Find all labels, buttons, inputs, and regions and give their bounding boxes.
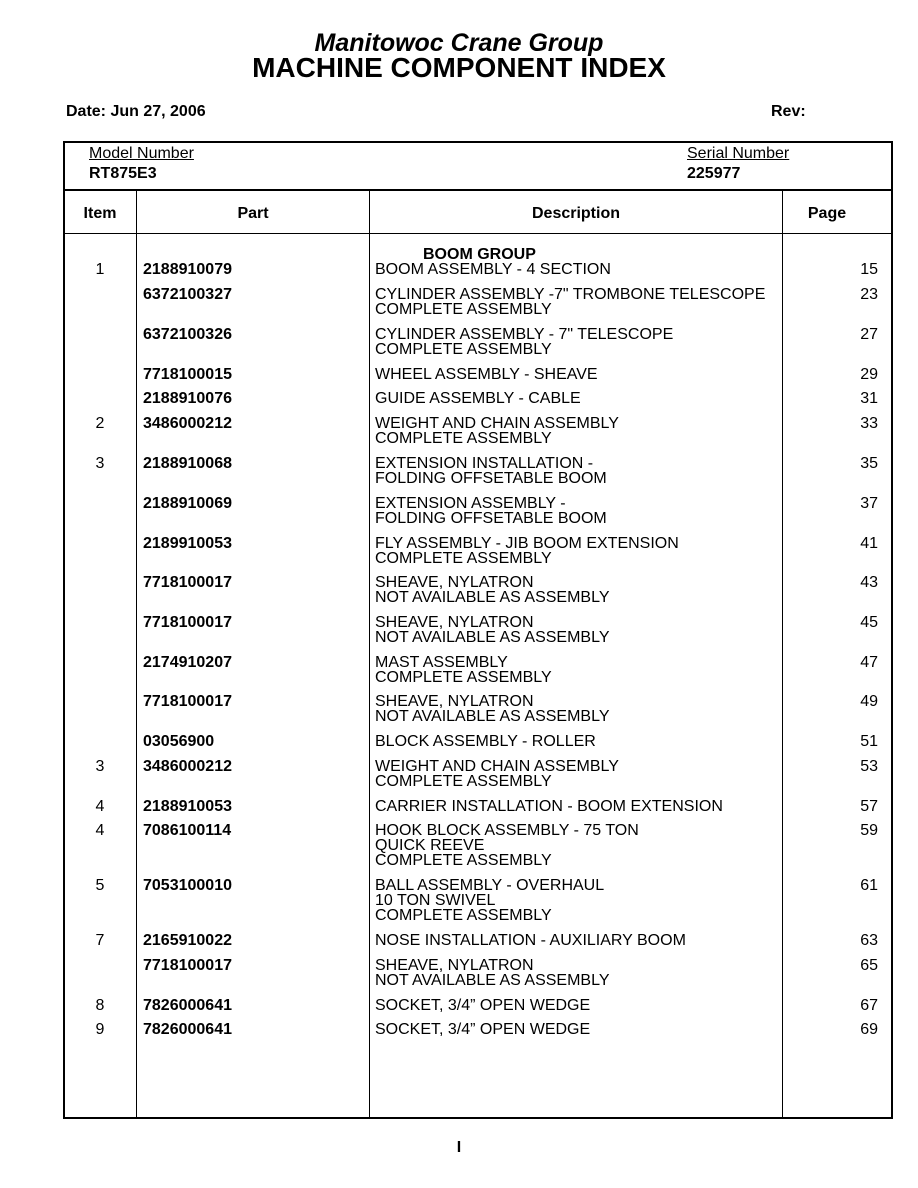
- row-description: [375, 536, 679, 566]
- serial-number-label: Serial Number: [687, 145, 790, 162]
- row-description: [375, 262, 611, 277]
- row-description-line: FOLDING OFFSETABLE BOOM: [375, 510, 607, 527]
- row-item-number: 9: [95, 1021, 105, 1038]
- row-page-number: 29: [860, 366, 878, 383]
- row-part-number: 7718100015: [143, 366, 232, 383]
- row-item-number: 4: [95, 822, 105, 839]
- row-part-number: 2188910068: [143, 455, 232, 472]
- row-description-line: QUICK REEVE: [375, 837, 485, 854]
- row-description-line: NOT AVAILABLE AS ASSEMBLY: [375, 629, 610, 646]
- row-description-line: 10 TON SWIVEL: [375, 892, 496, 909]
- row-description-line: COMPLETE ASSEMBLY: [375, 852, 552, 869]
- column-header-description: Description: [531, 205, 620, 222]
- row-description-line: CYLINDER ASSEMBLY - 7" TELESCOPE: [375, 326, 674, 343]
- column-divider-part: [369, 190, 370, 1119]
- row-description: [375, 615, 609, 645]
- revision-label: Rev:: [771, 103, 806, 120]
- row-page-number: 33: [860, 415, 878, 432]
- row-description-line: COMPLETE ASSEMBLY: [375, 341, 552, 358]
- row-description-line: HOOK BLOCK ASSEMBLY - 75 TON: [375, 822, 639, 839]
- row-part-number: 7053100010: [143, 877, 232, 894]
- row-description-line: SHEAVE, NYLATRON: [375, 574, 534, 591]
- row-description-line: WEIGHT AND CHAIN ASSEMBLY: [375, 758, 619, 775]
- row-description: [375, 575, 609, 605]
- row-page-number: 45: [860, 614, 878, 631]
- row-part-number: 7718100017: [143, 574, 232, 591]
- row-part-number: 7718100017: [143, 693, 232, 710]
- row-description: [375, 655, 552, 685]
- row-description-line: COMPLETE ASSEMBLY: [375, 550, 552, 567]
- row-page-number: 69: [860, 1021, 878, 1038]
- column-header-page: Page: [807, 205, 847, 222]
- row-page-number: 59: [860, 822, 878, 839]
- row-description-line: MAST ASSEMBLY: [375, 654, 508, 671]
- row-description: [375, 1022, 590, 1037]
- row-page-number: 63: [860, 932, 878, 949]
- row-part-number: 2188910053: [143, 798, 232, 815]
- row-part-number: 6372100326: [143, 326, 232, 343]
- row-description-line: SHEAVE, NYLATRON: [375, 693, 534, 710]
- row-part-number: 7826000641: [143, 997, 232, 1014]
- row-part-number: 03056900: [143, 733, 215, 750]
- row-page-number: 47: [860, 654, 878, 671]
- row-page-number: 23: [860, 286, 878, 303]
- row-description-line: NOT AVAILABLE AS ASSEMBLY: [375, 589, 610, 606]
- row-description-line: BALL ASSEMBLY - OVERHAUL: [375, 877, 605, 894]
- row-description: [375, 734, 596, 749]
- row-description: [375, 496, 607, 526]
- row-description-line: BOOM ASSEMBLY - 4 SECTION: [375, 261, 611, 278]
- row-description: [375, 456, 607, 486]
- row-part-number: 7086100114: [143, 822, 232, 839]
- column-divider-item: [136, 190, 137, 1119]
- row-page-number: 53: [860, 758, 878, 775]
- row-part-number: 3486000212: [143, 415, 232, 432]
- column-header-separator: [63, 233, 893, 234]
- row-description: [375, 327, 673, 357]
- row-description-line: FLY ASSEMBLY - JIB BOOM EXTENSION: [375, 535, 679, 552]
- row-description-line: SOCKET, 3/4” OPEN WEDGE: [375, 997, 591, 1014]
- row-description-line: COMPLETE ASSEMBLY: [375, 430, 552, 447]
- row-page-number: 61: [860, 877, 878, 894]
- row-description: [375, 416, 619, 446]
- row-item-number: 7: [95, 932, 105, 949]
- row-part-number: 2188910079: [143, 261, 232, 278]
- row-description-line: GUIDE ASSEMBLY - CABLE: [375, 390, 581, 407]
- row-description-line: CARRIER INSTALLATION - BOOM EXTENSION: [375, 798, 723, 815]
- row-description: [375, 878, 604, 923]
- company-name: Manitowoc Crane Group: [314, 29, 604, 57]
- row-page-number: 31: [860, 390, 878, 407]
- row-page-number: 67: [860, 997, 878, 1014]
- column-header-part: Part: [237, 205, 269, 222]
- model-number-value: RT875E3: [89, 165, 157, 182]
- page-number: I: [456, 1139, 462, 1156]
- row-description: [375, 367, 598, 382]
- serial-number-value: 225977: [687, 165, 741, 182]
- row-page-number: 49: [860, 693, 878, 710]
- row-part-number: 2174910207: [143, 654, 232, 671]
- row-description-line: FOLDING OFFSETABLE BOOM: [375, 470, 607, 487]
- row-item-number: 8: [95, 997, 105, 1014]
- row-page-number: 51: [860, 733, 878, 750]
- row-description: [375, 799, 723, 814]
- row-description-line: BLOCK ASSEMBLY - ROLLER: [375, 733, 596, 750]
- row-item-number: 5: [95, 877, 105, 894]
- row-item-number: 3: [95, 455, 105, 472]
- row-description-line: WHEEL ASSEMBLY - SHEAVE: [375, 366, 598, 383]
- document-title: MACHINE COMPONENT INDEX: [252, 52, 666, 83]
- row-description: [375, 694, 609, 724]
- row-description-line: SOCKET, 3/4” OPEN WEDGE: [375, 1021, 591, 1038]
- column-header-item: Item: [83, 205, 117, 222]
- row-page-number: 37: [860, 495, 878, 512]
- row-item-number: 3: [95, 758, 105, 775]
- row-page-number: 15: [860, 261, 878, 278]
- row-part-number: 2165910022: [143, 932, 232, 949]
- row-description-line: SHEAVE, NYLATRON: [375, 614, 534, 631]
- row-page-number: 41: [860, 535, 878, 552]
- row-part-number: 2188910076: [143, 390, 232, 407]
- row-page-number: 43: [860, 574, 878, 591]
- row-description: [375, 998, 590, 1013]
- group-heading: BOOM GROUP: [423, 246, 536, 263]
- row-description-line: CYLINDER ASSEMBLY -7" TROMBONE TELESCOPE: [375, 286, 766, 303]
- row-item-number: 2: [95, 415, 105, 432]
- row-description-line: COMPLETE ASSEMBLY: [375, 669, 552, 686]
- row-page-number: 27: [860, 326, 878, 343]
- date-label: Date: Jun 27, 2006: [66, 103, 206, 120]
- row-description-line: EXTENSION INSTALLATION -: [375, 455, 594, 472]
- row-part-number: 2189910053: [143, 535, 232, 552]
- row-item-number: 4: [95, 798, 105, 815]
- row-part-number: 6372100327: [143, 286, 232, 303]
- row-description-line: NOSE INSTALLATION - AUXILIARY BOOM: [375, 932, 686, 949]
- row-part-number: 7718100017: [143, 614, 232, 631]
- row-description-line: EXTENSION ASSEMBLY -: [375, 495, 566, 512]
- row-page-number: 65: [860, 957, 878, 974]
- row-description: [375, 933, 686, 948]
- row-description: [375, 958, 609, 988]
- row-page-number: 57: [860, 798, 878, 815]
- row-part-number: 3486000212: [143, 758, 232, 775]
- row-description-line: NOT AVAILABLE AS ASSEMBLY: [375, 708, 610, 725]
- row-description-line: COMPLETE ASSEMBLY: [375, 773, 552, 790]
- row-page-number: 35: [860, 455, 878, 472]
- header-separator: [63, 189, 893, 191]
- row-description: [375, 391, 581, 406]
- row-description: [375, 823, 639, 868]
- row-part-number: 2188910069: [143, 495, 232, 512]
- row-description: [375, 759, 619, 789]
- row-part-number: 7718100017: [143, 957, 232, 974]
- row-description: [375, 287, 765, 317]
- row-part-number: 7826000641: [143, 1021, 232, 1038]
- row-description-line: NOT AVAILABLE AS ASSEMBLY: [375, 972, 610, 989]
- row-description-line: WEIGHT AND CHAIN ASSEMBLY: [375, 415, 619, 432]
- row-description-line: COMPLETE ASSEMBLY: [375, 301, 552, 318]
- row-description-line: SHEAVE, NYLATRON: [375, 957, 534, 974]
- row-item-number: 1: [95, 261, 105, 278]
- model-number-label: Model Number: [89, 145, 194, 162]
- row-description-line: COMPLETE ASSEMBLY: [375, 907, 552, 924]
